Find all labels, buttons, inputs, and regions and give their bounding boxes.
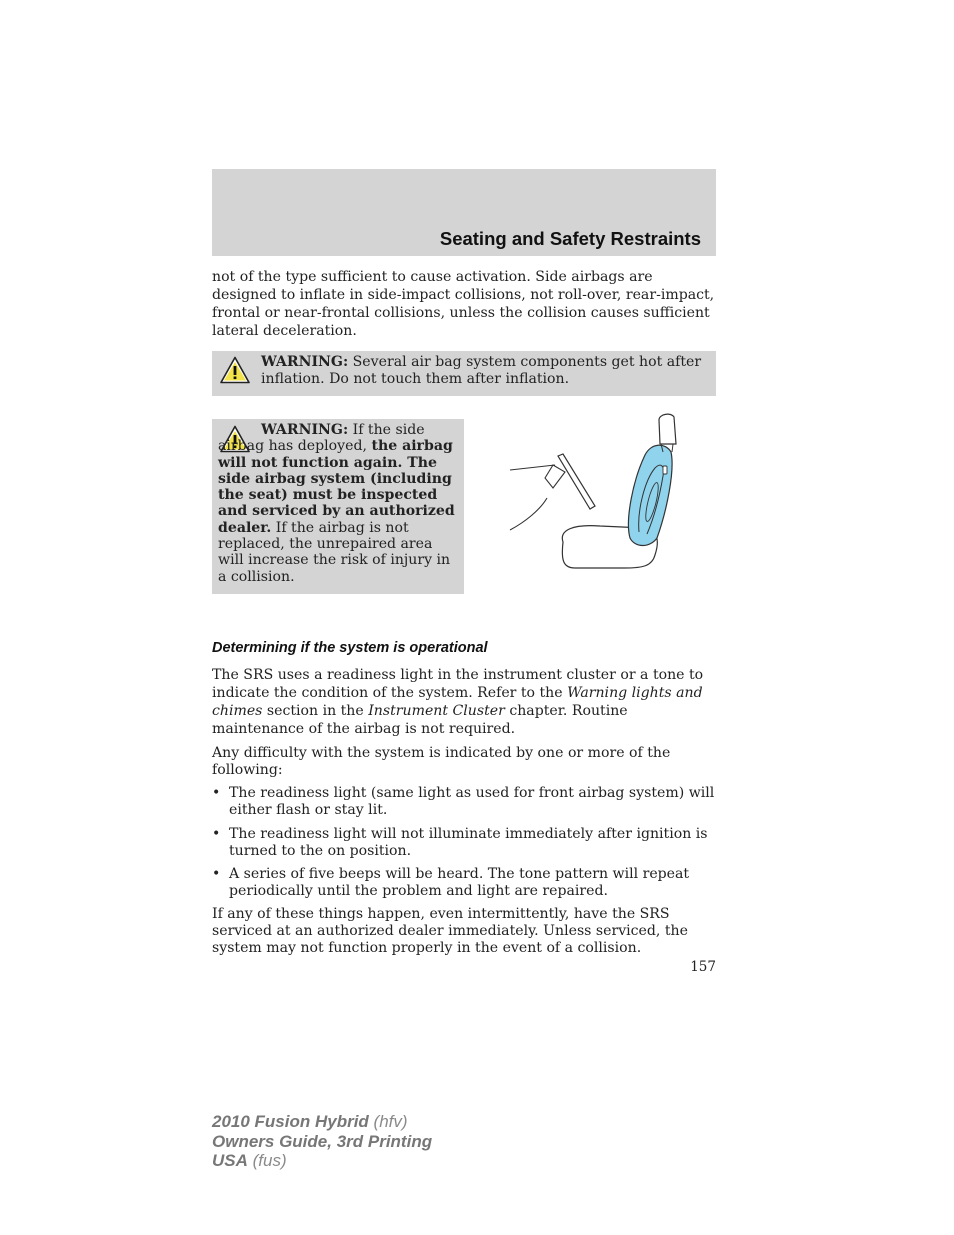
list-item: • The readiness light (same light as used for front airbag system) will either flash or stay lit.	[212, 785, 719, 819]
warning-label: WARNING:	[261, 354, 349, 370]
warning-text-hot-components: WARNING: Several air bag system components get hot after inflation. Do not touch them after inflation.	[261, 354, 702, 387]
list-item: • The readiness light will not illuminate immediately after ignition is turned to the on position.	[212, 826, 719, 860]
difficulty-intro-paragraph: Any difficulty with the system is indicated by one or more of the following:	[212, 745, 671, 778]
list-item: • A series of five beeps will be heard. The tone pattern will repeat periodically until the problem and light are repaired.	[212, 866, 719, 900]
warning-label: WARNING:	[261, 422, 349, 438]
warning-triangle-icon	[220, 356, 250, 384]
section-title: Seating and Safety Restraints	[439, 228, 701, 249]
warning-box-side-airbag-deployed	[212, 419, 464, 594]
section-heading: Determining if the system is operational	[212, 640, 488, 656]
page-number: 157	[690, 959, 716, 975]
document-footer: 2010 Fusion Hybrid (hfv) Owners Guide, 3rd Printing USA (fus)	[212, 1112, 433, 1170]
section-header-band	[212, 169, 716, 256]
intro-paragraph: not of the type sufficient to cause activation. Side airbags are designed to inflate in side-impact collisions, not roll-over, rear-impact, frontal or near-frontal collisions, unless the collision causes sufficient lateral deceleration.	[212, 269, 715, 339]
seat-side-airbag-illustration	[505, 410, 685, 575]
warning-text-side-airbag-deployed: WARNING: If the side airbag has deployed, the airbag will not function again. The side airbag system (including the seat) must be inspected and serviced by an authorized dealer. If the airbag is not replaced, the unrepaired area will increase the risk of injury in a collision.	[218, 422, 455, 585]
warning-box-hot-components	[212, 351, 716, 396]
srs-readiness-paragraph: The SRS uses a readiness light in the instrument cluster or a tone to indicate the condition of the system. Refer to the Warning lights and chimes section in the Instrument Cluster chapter. Routine maintenance of the airbag is not required.	[212, 667, 704, 737]
service-advice-paragraph: If any of these things happen, even intermittently, have the SRS serviced at an authorized dealer immediately. Unless serviced, the system may not function properly in the event of a collision.	[212, 906, 688, 956]
